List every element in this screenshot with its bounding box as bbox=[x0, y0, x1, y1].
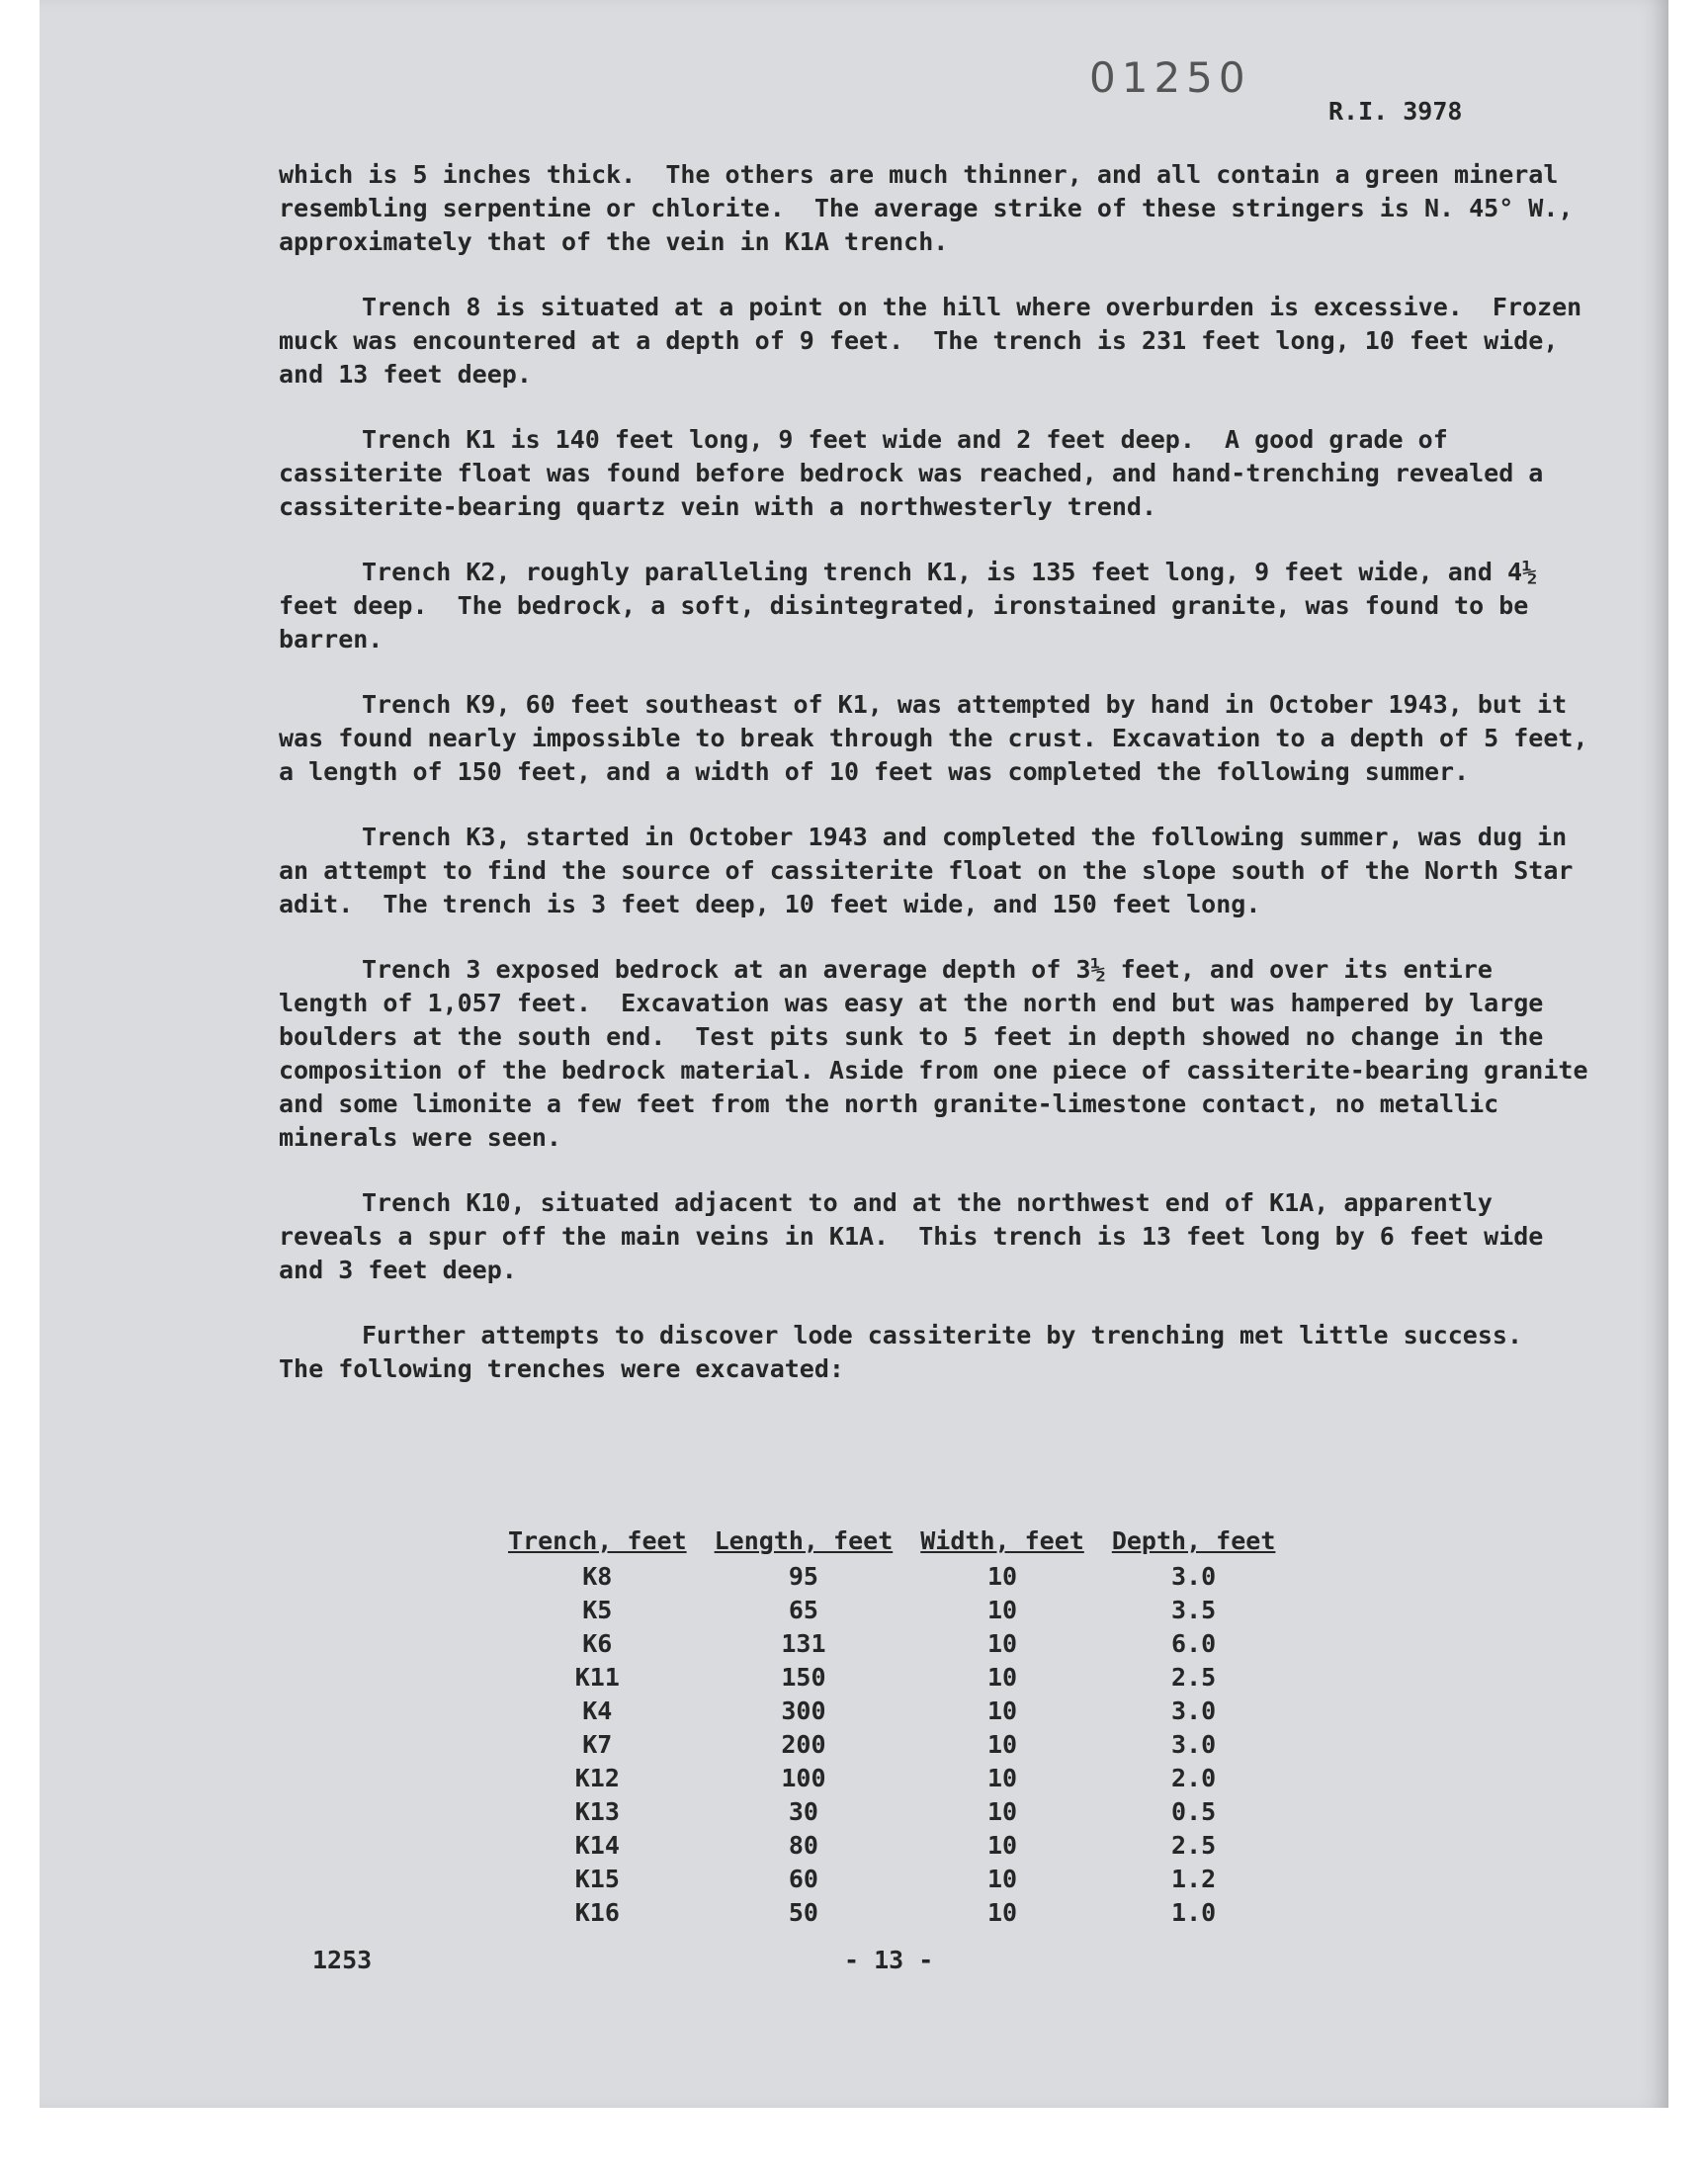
cell-trench: K5 bbox=[582, 1595, 613, 1624]
cell-depth: 6.0 bbox=[1171, 1628, 1217, 1658]
cell-width: 10 bbox=[986, 1628, 1018, 1658]
cell-width: 10 bbox=[986, 1864, 1018, 1893]
paragraph-7: Trench 3 exposed bedrock at an average depth of 3½ feet, and over its entire length of 1,057 feet. Excavation was easy at the north end but was hampered by large boulders at the south end. Test pits sunk to 5 feet in depth showed no change in the composition of the bedrock material. Aside from one piece of cassiterite-bearing granite and some limonite a few feet from the north granite-limestone contact, no metallic minerals were seen. bbox=[279, 955, 1603, 1152]
table-row bbox=[494, 1559, 1289, 1593]
paragraph-5: Trench K9, 60 feet southeast of K1, was attempted by hand in October 1943, but it was found nearly impossible to break through the crust. Excavation to a depth of 5 feet, a length of 150 feet, and a width of 10 feet was completed the following summer. bbox=[279, 690, 1603, 786]
table-header-row bbox=[494, 1526, 1289, 1559]
table-row bbox=[494, 1660, 1289, 1694]
cell-depth: 2.0 bbox=[1171, 1763, 1217, 1792]
paragraph-6: Trench K3, started in October 1943 and completed the following summer, was dug in an attempt to find the source of cassiterite float on the slope south of the North Star adit. The trench is 3 feet deep, 10 feet wide, and 150 feet long. bbox=[279, 823, 1588, 918]
cell-length: 131 bbox=[781, 1628, 826, 1658]
cell-trench: K6 bbox=[582, 1628, 613, 1658]
cell-depth: 2.5 bbox=[1171, 1662, 1217, 1692]
paragraph-3: Trench K1 is 140 feet long, 9 feet wide and 2 feet deep. A good grade of cassiterite float was found before bedrock was reached, and hand-trenching revealed a cassiterite-bearing quartz vein with a northwesterly trend. bbox=[279, 425, 1559, 521]
cell-depth: 3.5 bbox=[1171, 1595, 1217, 1624]
cell-trench: K12 bbox=[574, 1763, 620, 1792]
table-row bbox=[494, 1862, 1289, 1895]
cell-length: 80 bbox=[788, 1830, 818, 1860]
cell-depth: 2.5 bbox=[1171, 1830, 1217, 1860]
cell-length: 65 bbox=[788, 1595, 818, 1624]
table-row bbox=[494, 1828, 1289, 1862]
footer-code: 1253 bbox=[312, 1946, 373, 1974]
stamp-number: 01250 bbox=[1089, 53, 1251, 102]
cell-length: 200 bbox=[781, 1729, 826, 1759]
paragraph-1: which is 5 inches thick. The others are much thinner, and all contain a green mineral resembling serpentine or chlorite. The average strike of these stringers is N. 45° W., approximately that of the vein in K1A trench. bbox=[279, 160, 1588, 256]
cell-width: 10 bbox=[986, 1729, 1018, 1759]
page-number: - 13 - bbox=[844, 1946, 934, 1974]
cell-length: 50 bbox=[788, 1897, 818, 1927]
cell-length: 150 bbox=[781, 1662, 826, 1692]
cell-length: 30 bbox=[788, 1796, 818, 1826]
paragraph-2: Trench 8 is situated at a point on the hill where overburden is excessive. Frozen muck was encountered at a depth of 9 feet. The trench is 231 feet long, 10 feet wide, and 13 feet deep. bbox=[279, 293, 1597, 389]
cell-width: 10 bbox=[986, 1897, 1018, 1927]
table-row bbox=[494, 1794, 1289, 1828]
column-header-depth: Depth, feet bbox=[1111, 1526, 1276, 1555]
cell-trench: K15 bbox=[574, 1864, 620, 1893]
cell-trench: K14 bbox=[574, 1830, 620, 1860]
report-id: R.I. 3978 bbox=[1328, 97, 1463, 126]
paragraph-8: Trench K10, situated adjacent to and at the northwest end of K1A, apparently reveals a spur off the main veins in K1A. This trench is 13 feet long by 6 feet wide and 3 feet deep. bbox=[279, 1188, 1559, 1284]
cell-trench: K16 bbox=[574, 1897, 620, 1927]
column-header-trench: Trench, feet bbox=[508, 1526, 687, 1555]
cell-width: 10 bbox=[986, 1595, 1018, 1624]
paragraph-4: Trench K2, roughly paralleling trench K1, is 135 feet long, 9 feet wide, and 4½ feet deep. The bedrock, a soft, disintegrated, ironstained granite, was found to be barren. bbox=[279, 558, 1553, 653]
column-header-width: Width, feet bbox=[920, 1526, 1084, 1555]
table-row bbox=[494, 1626, 1289, 1660]
cell-depth: 3.0 bbox=[1171, 1561, 1217, 1591]
paragraph-9: Further attempts to discover lode cassiterite by trenching met little success. The following trenches were excavated: bbox=[279, 1321, 1553, 1383]
cell-length: 100 bbox=[781, 1763, 826, 1792]
cell-width: 10 bbox=[986, 1662, 1018, 1692]
table-row bbox=[494, 1895, 1289, 1929]
cell-trench: K8 bbox=[582, 1561, 613, 1591]
cell-depth: 3.0 bbox=[1171, 1729, 1217, 1759]
cell-trench: K11 bbox=[574, 1662, 620, 1692]
cell-depth: 3.0 bbox=[1171, 1696, 1217, 1725]
trench-table bbox=[494, 1526, 1289, 1929]
cell-length: 95 bbox=[788, 1561, 818, 1591]
cell-length: 300 bbox=[781, 1696, 826, 1725]
cell-length: 60 bbox=[788, 1864, 818, 1893]
cell-trench: K4 bbox=[582, 1696, 613, 1725]
column-header-length: Length, feet bbox=[714, 1526, 894, 1555]
cell-width: 10 bbox=[986, 1763, 1018, 1792]
cell-width: 10 bbox=[986, 1796, 1018, 1826]
document-page bbox=[40, 0, 1668, 2108]
body-text bbox=[279, 158, 1603, 1418]
cell-width: 10 bbox=[986, 1561, 1018, 1591]
table-row bbox=[494, 1761, 1289, 1794]
cell-trench: K7 bbox=[582, 1729, 613, 1759]
cell-depth: 1.2 bbox=[1171, 1864, 1217, 1893]
table-row bbox=[494, 1727, 1289, 1761]
cell-depth: 0.5 bbox=[1171, 1796, 1217, 1826]
cell-width: 10 bbox=[986, 1830, 1018, 1860]
table-row bbox=[494, 1593, 1289, 1626]
cell-trench: K13 bbox=[574, 1796, 620, 1826]
cell-width: 10 bbox=[986, 1696, 1018, 1725]
table-row bbox=[494, 1694, 1289, 1727]
cell-depth: 1.0 bbox=[1171, 1897, 1217, 1927]
